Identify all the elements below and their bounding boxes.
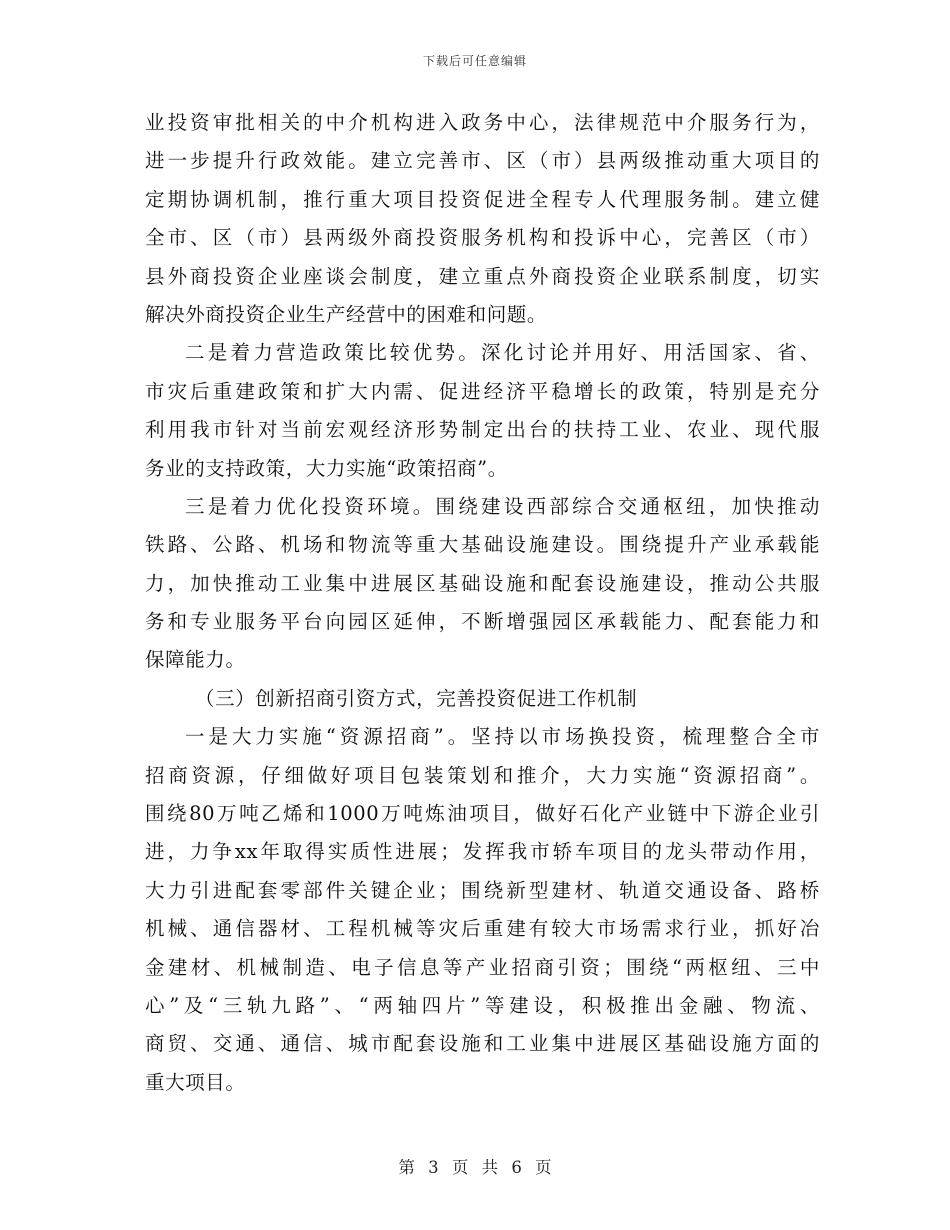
footer-current-page: 3 [428,1158,439,1177]
paragraph-line: 进，力争xx年取得实质性进展；发挥我市轿车项目的龙头带动作用， [145,840,820,864]
paragraph-line: 三是着力优化投资环境。围绕建设西部综合交通枢纽，加快推动 [185,494,820,518]
footer-gong: 共 [481,1158,499,1177]
paragraph-line: 定期协调机制，推行重大项目投资促进全程专人代理服务制。建立健 [145,187,820,211]
section-heading: （三）创新招商引资方式，完善投资促进工作机制 [195,686,638,710]
paragraph-line: 二是着力营造政策比较优势。深化讨论并用好、用活国家、省、 [185,341,820,365]
paragraph-line: 保障能力。 [145,648,246,672]
paragraph-line: 铁路、公路、机场和物流等重大基础设施建设。围绕提升产业承载能 [145,533,820,557]
paragraph-line: 心”及“三轨九路”、“两轴四片”等建设，积极推出金融、物流、 [145,993,820,1017]
paragraph-line: 务和专业服务平台向园区延伸，不断增强园区承载能力、配套能力和 [145,610,820,634]
paragraph-line: 利用我市针对当前宏观经济形势制定出台的扶持工业、农业、现代服 [145,418,820,442]
paragraph-line: 解决外商投资企业生产经营中的困难和问题。 [145,302,548,326]
footer-di: 第 [398,1158,415,1177]
paragraph-line: 全市、区（市）县两级外商投资服务机构和投诉中心，完善区（市） [145,226,820,250]
paragraph-line: 机械、通信器材、工程机械等灾后重建有较大市场需求行业，抓好冶 [145,917,820,941]
paragraph-line: 进一步提升行政效能。建立完善市、区（市）县两级推动重大项目的 [145,149,820,173]
paragraph-line: 县外商投资企业座谈会制度，建立重点外商投资企业联系制度，切实 [145,264,820,288]
paragraph-line: 围绕80万吨乙烯和1000万吨炼油项目，做好石化产业链中下游企业引 [145,802,820,826]
paragraph-line: 业投资审批相关的中介机构进入政务中心，法律规范中介服务行为， [145,111,820,134]
footer-ye: 页 [451,1158,469,1177]
page-header-note: 下载后可任意编辑 [422,54,527,68]
document-body [145,104,820,1102]
footer-total-pages: 6 [511,1158,522,1177]
paragraph-line: 务业的支持政策，大力实施“政策招商”。 [145,456,508,480]
paragraph-line: 金建材、机械制造、电子信息等产业招商引资；围绕“两枢纽、三中 [145,955,820,979]
paragraph-line: 大力引进配套零部件关键企业；围绕新型建材、轨道交通设备、路桥 [145,878,820,902]
page-number-footer [0,1154,950,1178]
paragraph-line: 招商资源，仔细做好项目包装策划和推介，大力实施“资源招商”。 [145,763,820,787]
paragraph-line: 一是大力实施“资源招商”。坚持以市场换投资，梳理整合全市 [185,725,820,749]
paragraph-line: 市灾后重建政策和扩大内需、促进经济平稳增长的政策，特别是充分 [145,379,820,403]
footer-ye: 页 [535,1158,552,1177]
paragraph-line: 力，加快推动工业集中进展区基础设施和配套设施建设，推动公共服 [145,571,820,595]
paragraph-line: 商贸、交通、通信、城市配套设施和工业集中进展区基础设施方面的 [145,1032,820,1056]
paragraph-line: 重大项目。 [145,1070,246,1094]
